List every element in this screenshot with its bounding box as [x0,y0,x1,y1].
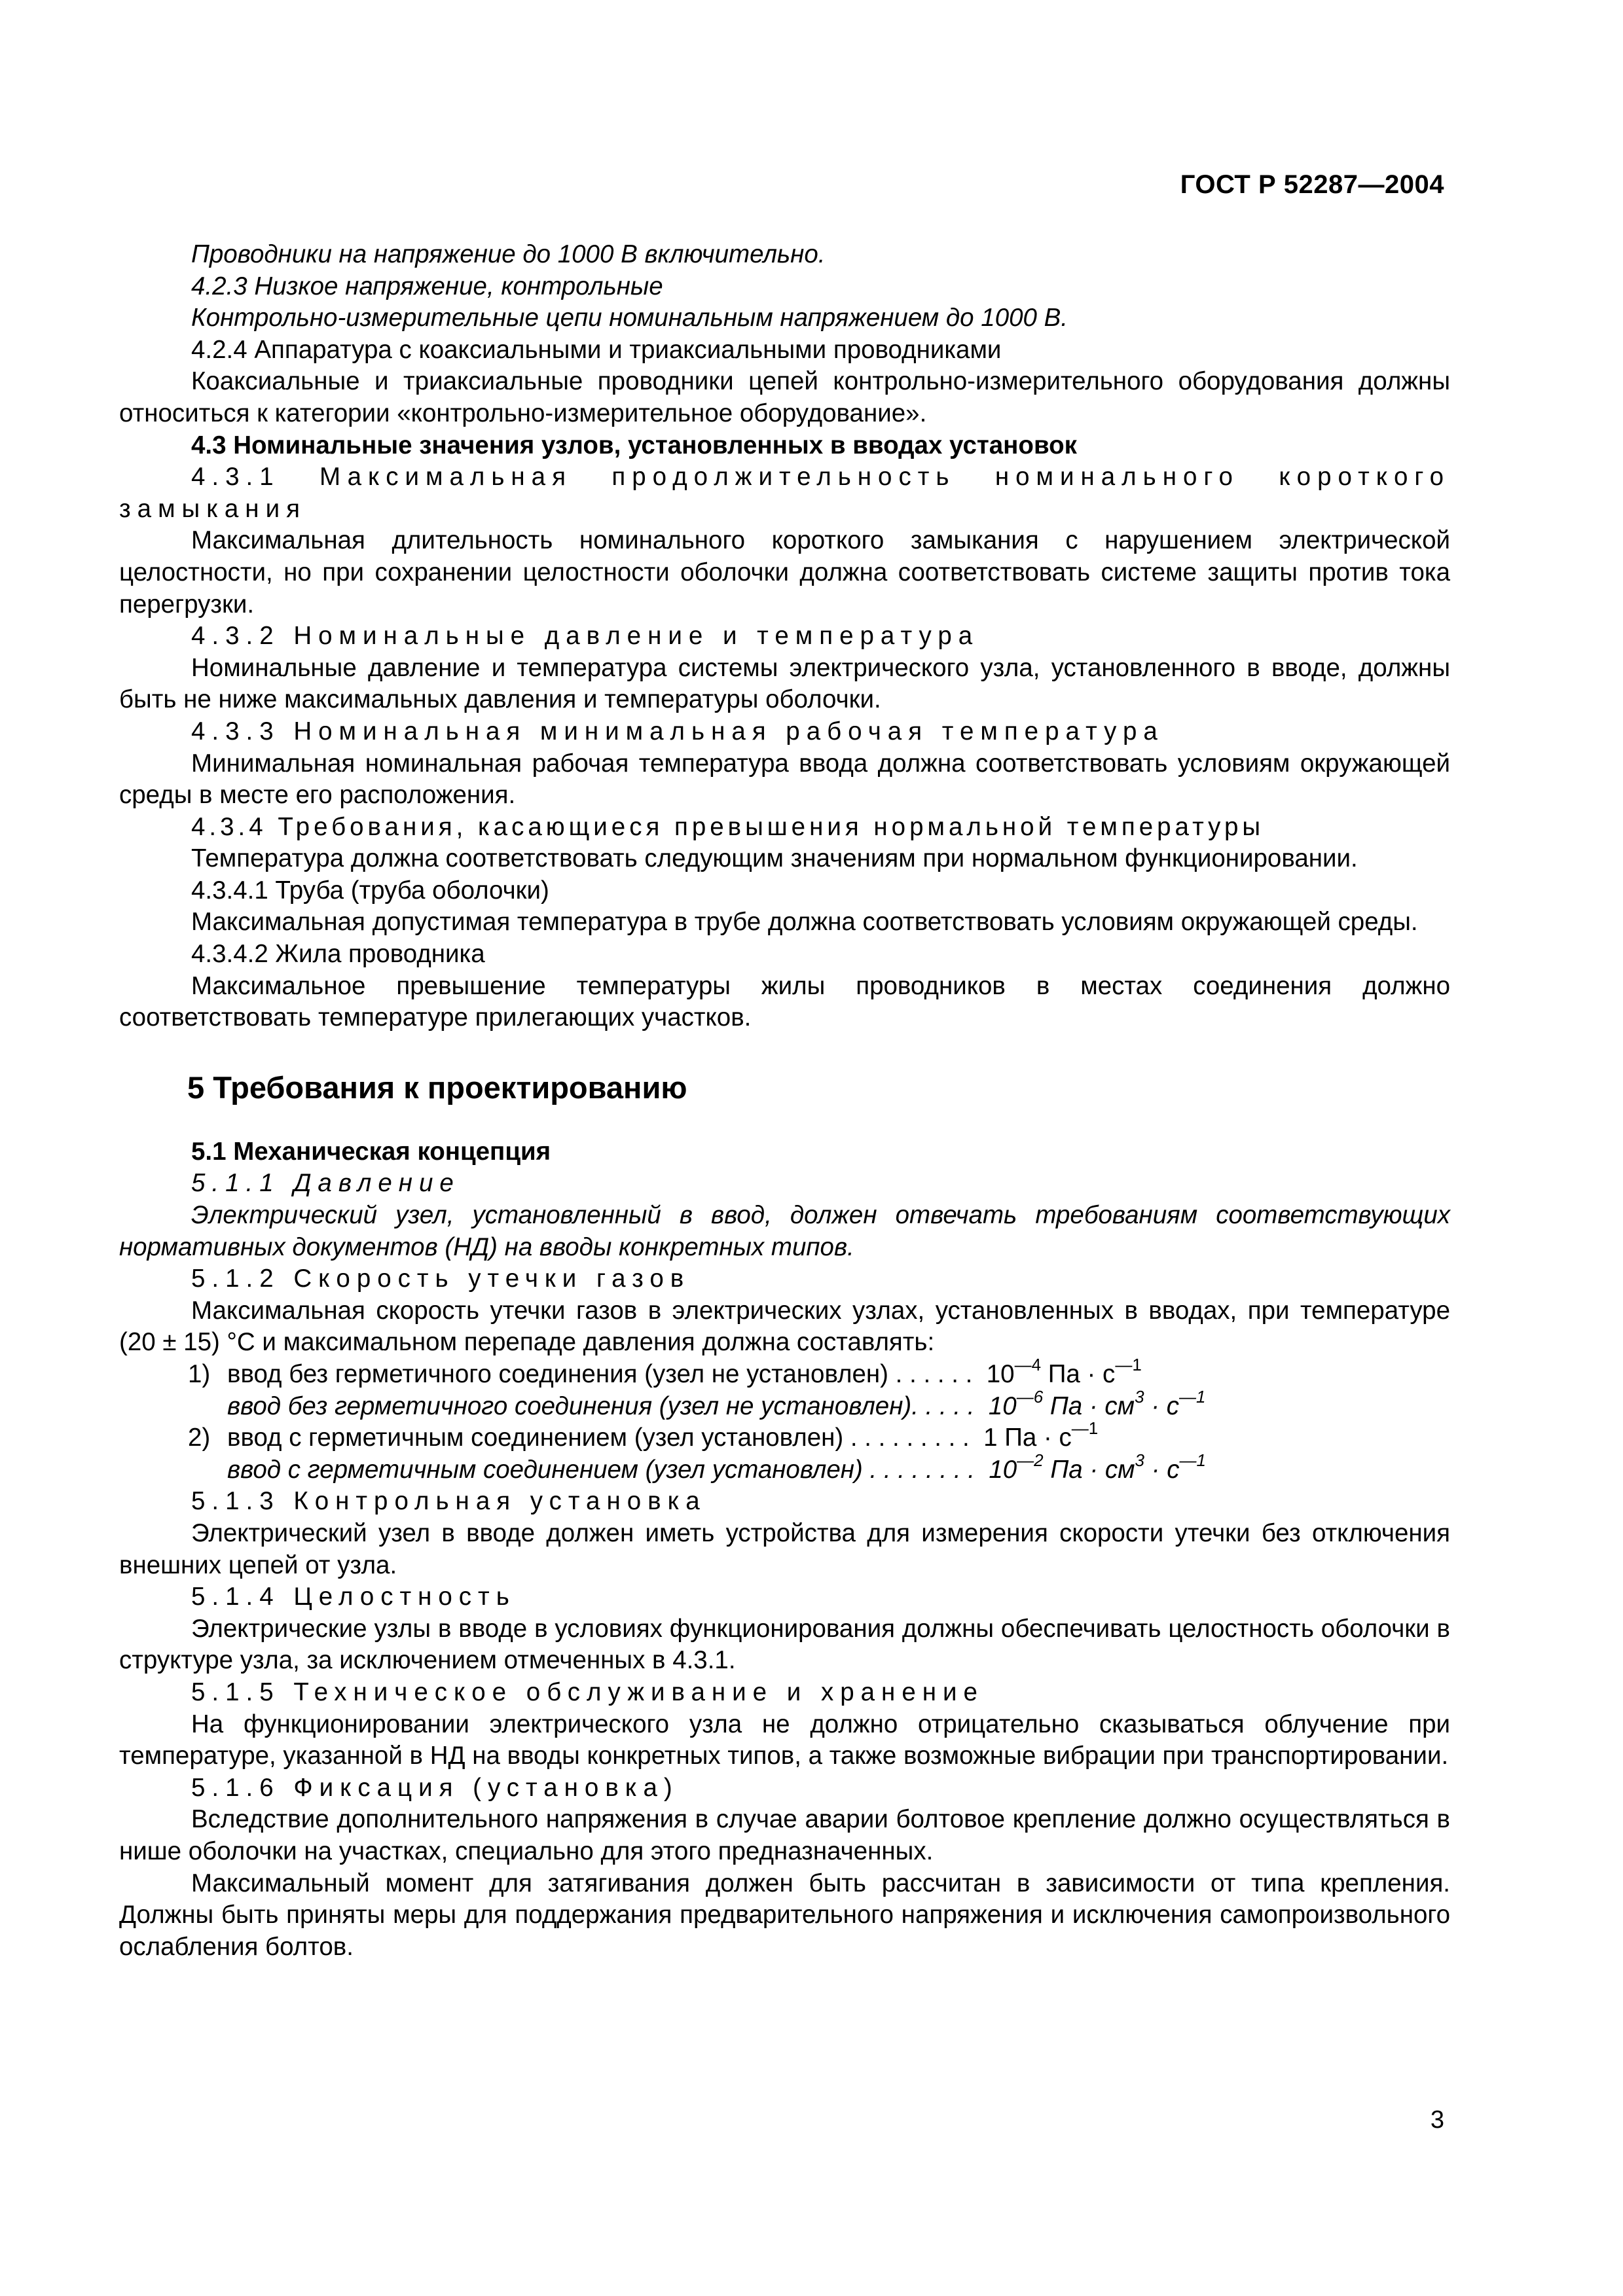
leak-condition: ввод без герметичного соединения (узел не установлен). . . . . [227,1391,975,1420]
paragraph: Максимальная допустимая температура в трубе должна соответствовать условиям окружающей среды. [191,908,1418,937]
paragraph: Электрические узлы в вводе в условиях функционирования должны обеспечивать целостность оболочки в структуре узла, за исключением отмеченных в 4.3.1. [119,1614,1450,1675]
leak-condition: ввод с герметичным соединением (узел установлен) . . . . . . . . [227,1455,975,1484]
clause-heading: 5.1.6 Фиксация (установка) [191,1773,679,1802]
section-heading: 4.3 Номинальные значения узлов, установленных в вводах установок [191,431,1077,459]
clause-heading: 4.3.4 Требования, касающиеся превышения нормальной температуры [191,812,1265,841]
clause-heading: 4.3.4.2 Жила проводника [191,940,485,969]
item-number: 1) [188,1360,211,1388]
exponent: —1 [1179,1450,1206,1470]
clause-heading: 4.3.2 Номинальные давление и температура [191,622,979,651]
paragraph: Контрольно-измерительные цепи номинальным напряжением до 1000 В. [191,304,1068,332]
paragraph: Номинальные давление и температура системы электрического узла, установленного в вводе, должны быть не ниже максимальных давления и температуры оболочки. [119,653,1450,714]
leak-unit: Па · см [1043,1455,1135,1484]
exponent: —2 [1017,1450,1044,1470]
exponent: 3 [1135,1386,1144,1407]
clause-heading: 5.1.1 Давление [191,1169,460,1198]
leak-value: 10 [988,1391,1017,1420]
leak-rate-item [119,1386,1450,1423]
clause-heading: 5.1.5 Техническое обслуживание и хранение [191,1677,984,1706]
clause-heading: 4.3.4.1 Труба (труба оболочки) [191,876,549,905]
exponent: —1 [1115,1355,1142,1375]
exponent: —1 [1071,1418,1099,1439]
leak-unit: · с [1144,1455,1180,1484]
clause-heading: 4.3.3 Номинальная минимальная рабочая температура [191,717,1164,745]
leak-unit: Па · см [1043,1391,1135,1420]
leak-value: 10 [986,1360,1015,1388]
paragraph: Электрический узел в вводе должен иметь устройства для измерения скорости утечки без отключения внешних цепей от узла. [119,1518,1450,1579]
leak-rate-item [119,1450,1450,1486]
clause-heading: 5.1.4 Целостность [191,1583,516,1611]
paragraph: Минимальная номинальная рабочая температура ввода должна соответствовать условиям окружающей среды в месте его расположения. [119,749,1450,810]
clause-heading: 4.2.3 Низкое напряжение, контрольные [191,272,663,300]
paragraph: Электрический узел, установленный в ввод, должен отвечать требованиям соответствующих нормативных документов (НД) на вводы конкретных типов. [119,1201,1450,1261]
leak-condition: ввод без герметичного соединения (узел не установлен) . . . . . . [227,1360,973,1388]
leak-condition: ввод с герметичным соединением (узел установлен) . . . . . . . . . [227,1424,970,1452]
paragraph: Проводники на напряжение до 1000 В включительно. [191,240,826,268]
item-number: 2) [188,1424,211,1452]
paragraph: Максимальная длительность номинального короткого замыкания с нарушением электрической целостности, но при сохранении целостности оболочки должна соответствовать системе защиты против тока перегрузки. [119,526,1450,619]
exponent: 3 [1135,1450,1144,1470]
exponent: —4 [1014,1355,1042,1375]
clause-heading: 4.2.4 Аппаратура с коаксиальными и триаксиальными проводниками [191,335,1002,364]
section-heading: 5.1 Механическая концепция [191,1137,551,1166]
leak-unit: Па · с [1041,1360,1116,1388]
leak-value: 10 [989,1455,1017,1484]
paragraph: Вследствие дополнительного напряжения в случае аварии болтовое крепление должно осуществляться в нише оболочки на участках, специально для этого предназначенных. [119,1805,1450,1865]
paragraph: Максимальная скорость утечки газов в электрических узлах, установленных в вводах, при температуре (20 ± 15) °С и максимальном перепаде давления должна составлять: [119,1296,1450,1357]
paragraph: Максимальный момент для затягивания должен быть рассчитан в зависимости от типа крепления. Должны быть приняты меры для поддержания предварительного напряжения и исключения самопроизвольного ослабления болтов. [119,1869,1450,1961]
clause-heading: 5.1.2 Скорость утечки газов [191,1265,691,1293]
paragraph: Максимальное превышение температуры жилы проводников в местах соединения должно соответствовать температуре прилегающих участков. [119,971,1450,1032]
leak-value: 1 Па · с [983,1424,1072,1452]
leak-rate-item [119,1418,1450,1454]
clause-heading: 5.1.3 Контрольная установка [191,1487,706,1516]
exponent: —6 [1016,1386,1044,1407]
page-number: 3 [1430,2106,1444,2134]
paragraph: Коаксиальные и триаксиальные проводники цепей контрольно-измерительного оборудования должны относиться к категории «контрольно-измерительное оборудование». [119,367,1450,427]
chapter-heading: 5 Требования к проектированию [187,1069,687,1105]
paragraph: На функционировании электрического узла не должно отрицательно сказываться облучение при температуре, указанной в НД на вводы конкретных типов, а также возможные вибрации при транспортировании. [119,1710,1450,1770]
exponent: —1 [1179,1386,1206,1407]
paragraph: Температура должна соответствовать следующим значениям при нормальном функционировании. [191,844,1358,873]
leak-rate-item [119,1355,1450,1391]
leak-unit: · с [1144,1391,1179,1420]
document-body [119,239,1450,1963]
clause-heading: 4.3.1 Максимальная продолжительность номинального короткого замыкания [119,463,1450,523]
document-code: ГОСТ Р 52287—2004 [1180,170,1444,199]
